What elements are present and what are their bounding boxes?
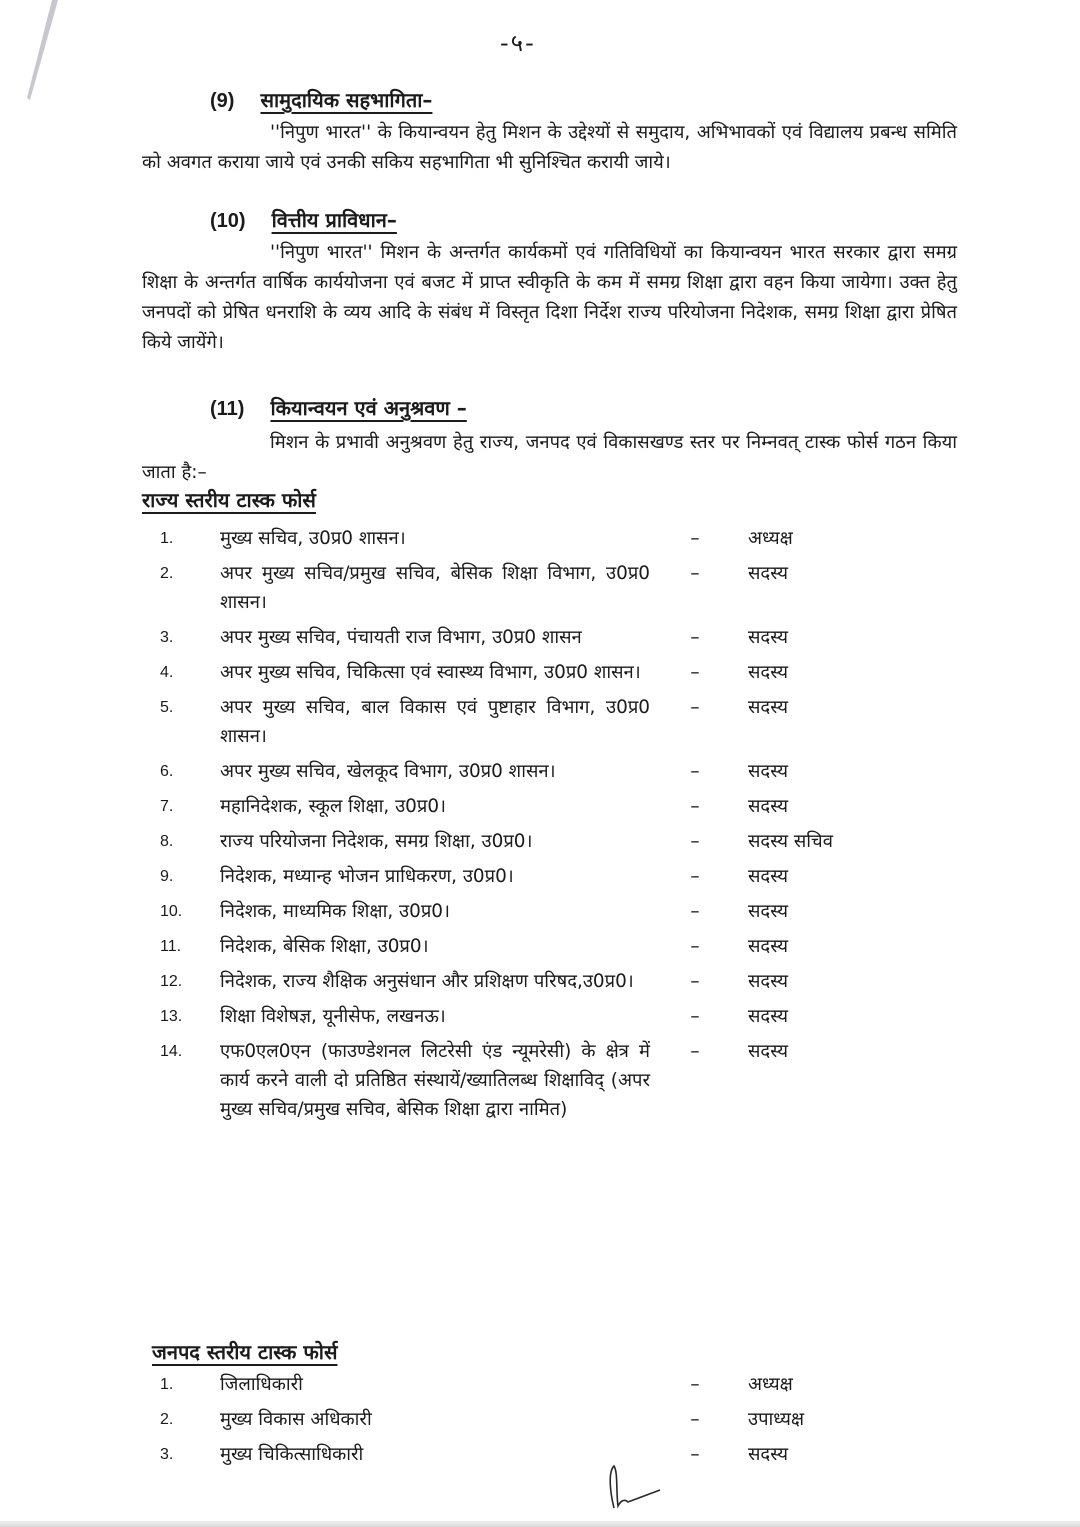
item-number: 1.	[160, 530, 174, 547]
list-item	[142, 658, 942, 687]
member-role: सदस्य	[748, 697, 789, 718]
section-number: (9)	[210, 90, 235, 112]
member-designation: मुख्य चिकित्साधिकारी	[220, 1444, 364, 1465]
separator-dash: –	[690, 971, 700, 992]
member-designation: निदेशक, माध्यमिक शिक्षा, उ0प्र0।	[220, 901, 450, 922]
member-role: उपाध्यक्ष	[748, 1409, 805, 1430]
section-paragraph-10: ''निपुण भारत'' मिशन के अन्तर्गत कार्यकमों एवं गतिविधियों का कियान्वयन भारत सरकार द्वारा समग्र शिक्षा के अन्तर्गत वार्षिक कार्ययोजना एवं बजट में प्राप्त स्वीकृति के कम में समग्र शिक्षा द्वारा वहन किया जायेगा। उक्त हेतु जनपदों को प्रेषित धनराशि के व्यय आदि के संबंध में विस्तृत दिशा निर्देश राज्य परियोजना निदेशक, समग्र शिक्षा द्वारा प्रेषित किये जायेंगे।	[142, 242, 957, 353]
list-item	[142, 792, 942, 821]
separator-dash: –	[690, 627, 700, 648]
member-designation: मुख्य सचिव, उ0प्र0 शासन।	[220, 528, 406, 549]
list-item	[142, 693, 942, 751]
separator-dash: –	[690, 528, 700, 549]
section-number: (11)	[210, 398, 245, 420]
section-title: वित्तीय प्राविधान–	[271, 208, 397, 232]
item-number: 8.	[160, 833, 174, 850]
section-number: (10)	[210, 210, 246, 232]
member-designation: राज्य परियोजना निदेशक, समग्र शिक्षा, उ0प्र0।	[220, 831, 533, 852]
item-number: 4.	[160, 664, 174, 681]
list-item	[142, 559, 942, 617]
item-number: 3.	[160, 629, 174, 646]
section-heading-11	[210, 394, 467, 421]
page-number: -५-	[500, 29, 536, 57]
item-number: 11.	[160, 938, 182, 955]
list-item	[142, 1440, 942, 1469]
item-number: 3.	[160, 1446, 174, 1463]
item-number: 13.	[160, 1008, 183, 1025]
paper-crease-mark	[0, 0, 60, 110]
member-role: सदस्य	[748, 866, 789, 887]
separator-dash: –	[690, 901, 700, 922]
list-item	[142, 1002, 942, 1031]
member-designation: निदेशक, मध्यान्ह भोजन प्राधिकरण, उ0प्र0।	[220, 866, 514, 887]
item-number: 14.	[160, 1043, 183, 1060]
member-role: सदस्य	[748, 796, 789, 817]
list-item	[142, 897, 942, 926]
section-paragraph-9: ''निपुण भारत'' के कियान्वयन हेतु मिशन के उद्देश्यों से समुदाय, अभिभावकों एवं विद्यालय प्रबन्ध समिति को अवगत कराया जाये एवं उनकी सकिय सहभागिता भी सुनिश्चित करायी जाये।	[142, 122, 957, 173]
separator-dash: –	[690, 831, 700, 852]
member-designation: जिलाधिकारी	[220, 1374, 303, 1395]
member-designation: महानिदेशक, स्कूल शिक्षा, उ0प्र0।	[220, 796, 446, 817]
item-number: 2.	[160, 565, 174, 582]
section-title: कियान्वयन एवं अनुश्रवण –	[270, 396, 467, 420]
member-designation: अपर मुख्य सचिव/प्रमुख सचिव, बेसिक शिक्षा विभाग, उ0प्र0 शासन।	[220, 563, 650, 613]
list-item	[142, 1370, 942, 1399]
list-item	[142, 1037, 942, 1124]
member-role: सदस्य	[748, 901, 789, 922]
member-designation: अपर मुख्य सचिव, खेलकूद विभाग, उ0प्र0 शासन।	[220, 761, 556, 782]
separator-dash: –	[690, 1444, 700, 1465]
member-role: सदस्य	[748, 662, 789, 683]
item-number: 5.	[160, 699, 174, 716]
signature-mark	[600, 1462, 670, 1512]
member-designation: मुख्य विकास अधिकारी	[220, 1409, 372, 1430]
item-number: 7.	[160, 798, 174, 815]
separator-dash: –	[690, 1006, 700, 1027]
section-heading-9	[210, 86, 432, 113]
list-item	[142, 524, 942, 553]
list-item	[142, 1405, 942, 1434]
member-designation: अपर मुख्य सचिव, पंचायती राज विभाग, उ0प्र0 शासन	[220, 627, 582, 648]
member-role: सदस्य	[748, 761, 789, 782]
section-heading-10	[210, 206, 397, 233]
item-number: 9.	[160, 868, 174, 885]
separator-dash: –	[690, 1409, 700, 1430]
item-number: 1.	[160, 1376, 174, 1393]
state-task-force-heading: राज्य स्तरीय टास्क फोर्स	[142, 488, 316, 512]
member-role: अध्यक्ष	[748, 1374, 793, 1395]
separator-dash: –	[690, 761, 700, 782]
list-item	[142, 623, 942, 652]
separator-dash: –	[690, 563, 700, 584]
member-role: सदस्य सचिव	[748, 831, 833, 852]
member-designation: अपर मुख्य सचिव, बाल विकास एवं पुष्टाहार विभाग, उ0प्र0 शासन।	[220, 697, 650, 747]
separator-dash: –	[690, 1041, 700, 1062]
item-number: 12.	[160, 973, 183, 990]
separator-dash: –	[690, 866, 700, 887]
member-role: सदस्य	[748, 971, 789, 992]
member-designation: शिक्षा विशेषज्ञ, यूनीसेफ, लखनऊ।	[220, 1006, 446, 1027]
list-item	[142, 967, 942, 996]
list-item	[142, 757, 942, 786]
section-paragraph-11: मिशन के प्रभावी अनुश्रवण हेतु राज्य, जनपद एवं विकासखण्ड स्तर पर निम्नवत् टास्क फोर्स गठन किया जाता है:–	[142, 432, 957, 483]
member-designation: निदेशक, राज्य शैक्षिक अनुसंधान और प्रशिक्षण परिषद,उ0प्र0।	[220, 971, 634, 992]
item-number: 10.	[160, 903, 183, 920]
district-task-force-heading: जनपद स्तरीय टास्क फोर्स	[152, 1340, 338, 1364]
list-item	[142, 862, 942, 891]
member-role: सदस्य	[748, 1444, 789, 1465]
state-task-force-list	[142, 524, 942, 1130]
member-designation: एफ0एल0एन (फाउण्डेशनल लिटरेसी एंड न्यूमरेसी) के क्षेत्र में कार्य करने वाली दो प्रतिष्ठित संस्थायें/ख्यातिलब्ध शिक्षाविद् (अपर मुख्य सचिव/प्रमुख सचिव, बेसिक शिक्षा द्वारा नामित)	[220, 1041, 650, 1120]
section-title: सामुदायिक सहभागिता–	[260, 88, 433, 112]
list-item	[142, 932, 942, 961]
member-role: सदस्य	[748, 563, 789, 584]
member-role: सदस्य	[748, 936, 789, 957]
member-designation: अपर मुख्य सचिव, चिकित्सा एवं स्वास्थ्य विभाग, उ0प्र0 शासन।	[220, 662, 641, 683]
member-role: सदस्य	[748, 1006, 789, 1027]
separator-dash: –	[690, 697, 700, 718]
item-number: 2.	[160, 1411, 174, 1428]
member-role: सदस्य	[748, 1041, 789, 1062]
separator-dash: –	[690, 936, 700, 957]
separator-dash: –	[690, 662, 700, 683]
page-edge	[0, 1521, 1080, 1527]
separator-dash: –	[690, 1374, 700, 1395]
list-item	[142, 827, 942, 856]
item-number: 6.	[160, 763, 174, 780]
member-role: सदस्य	[748, 627, 789, 648]
member-role: अध्यक्ष	[748, 528, 793, 549]
member-designation: निदेशक, बेसिक शिक्षा, उ0प्र0।	[220, 936, 429, 957]
separator-dash: –	[690, 796, 700, 817]
district-task-force-list	[142, 1370, 942, 1475]
